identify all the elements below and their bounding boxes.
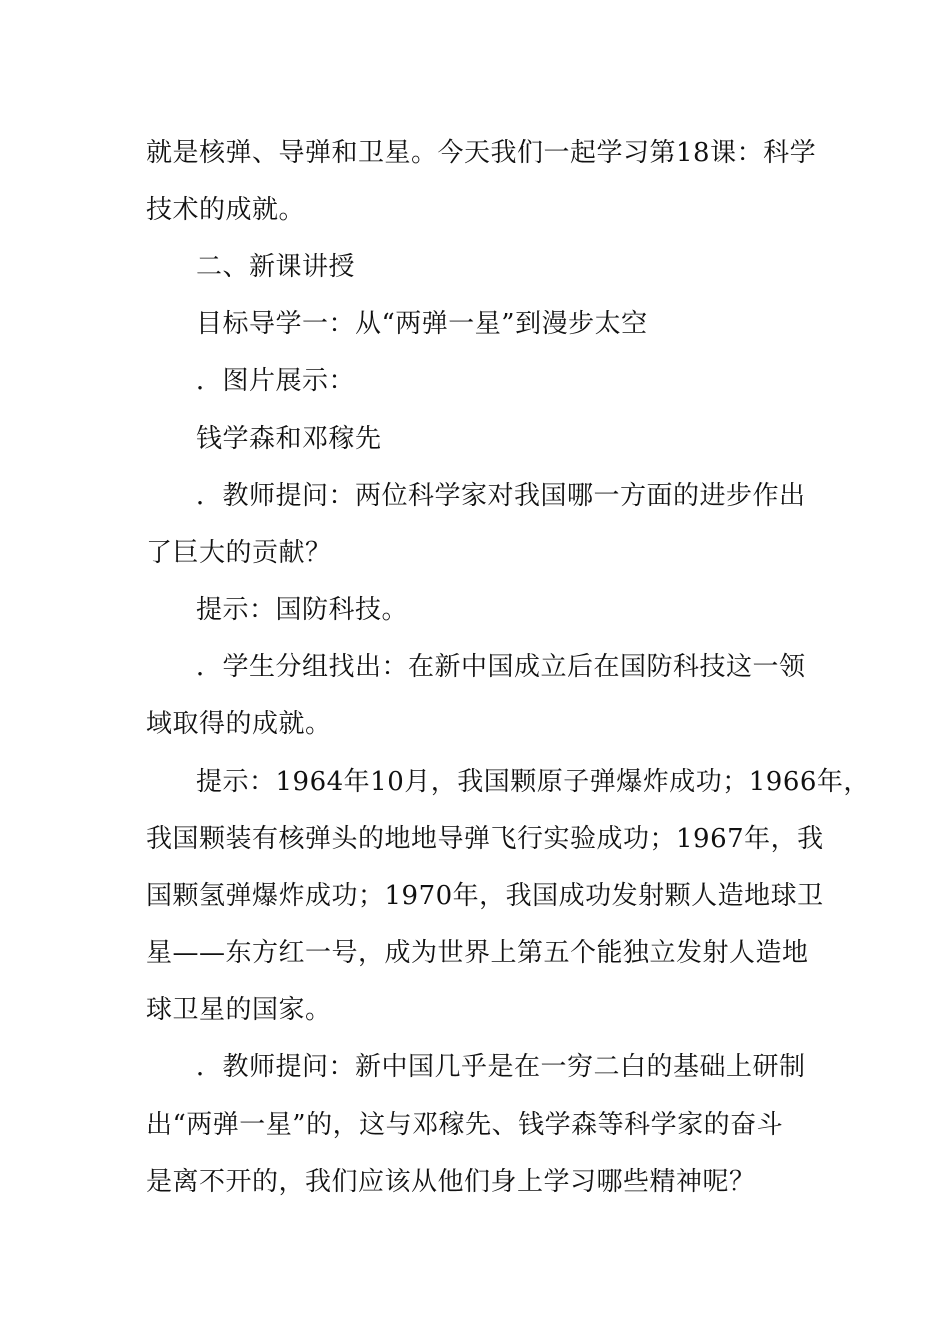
text-line: 域取得的成就。: [146, 709, 332, 739]
text-line: ．教师提问：两位科学家对我国哪一方面的进步作出: [196, 481, 806, 511]
text-line: 是离不开的，我们应该从他们身上学习哪些精神呢？: [146, 1167, 756, 1197]
text-line: 钱学森和邓稼先: [196, 424, 382, 454]
text-line: 技术的成就。: [146, 195, 306, 225]
subsection-heading: 目标导学一：从“两弹一星”到漫步太空: [196, 309, 648, 339]
text-line: 就是核弹、导弹和卫星。今天我们一起学习第18课：科学: [146, 138, 817, 168]
text-line: 星——东方红一号，成为世界上第五个能独立发射人造地: [146, 938, 809, 968]
section-heading: 二、新课讲授: [196, 252, 356, 282]
text-line: 提示：国防科技。: [196, 595, 409, 625]
text-line: 提示：1964年10月，我国颗原子弹爆炸成功；1966年，: [196, 767, 870, 797]
text-line: 球卫星的国家。: [146, 995, 332, 1025]
text-line: 国颗氢弹爆炸成功；1970年，我国成功发射颗人造地球卫: [146, 881, 824, 911]
text-line: 了巨大的贡献？: [146, 538, 332, 568]
text-line: ．图片展示：: [196, 366, 356, 396]
text-line: ．教师提问：新中国几乎是在一穷二白的基础上研制: [196, 1052, 806, 1082]
text-line: 出“两弹一星”的，这与邓稼先、钱学森等科学家的奋斗: [146, 1110, 784, 1140]
text-line: ．学生分组找出：在新中国成立后在国防科技这一领: [196, 652, 806, 682]
text-line: 我国颗装有核弹头的地地导弹飞行实验成功；1967年，我: [146, 824, 824, 854]
